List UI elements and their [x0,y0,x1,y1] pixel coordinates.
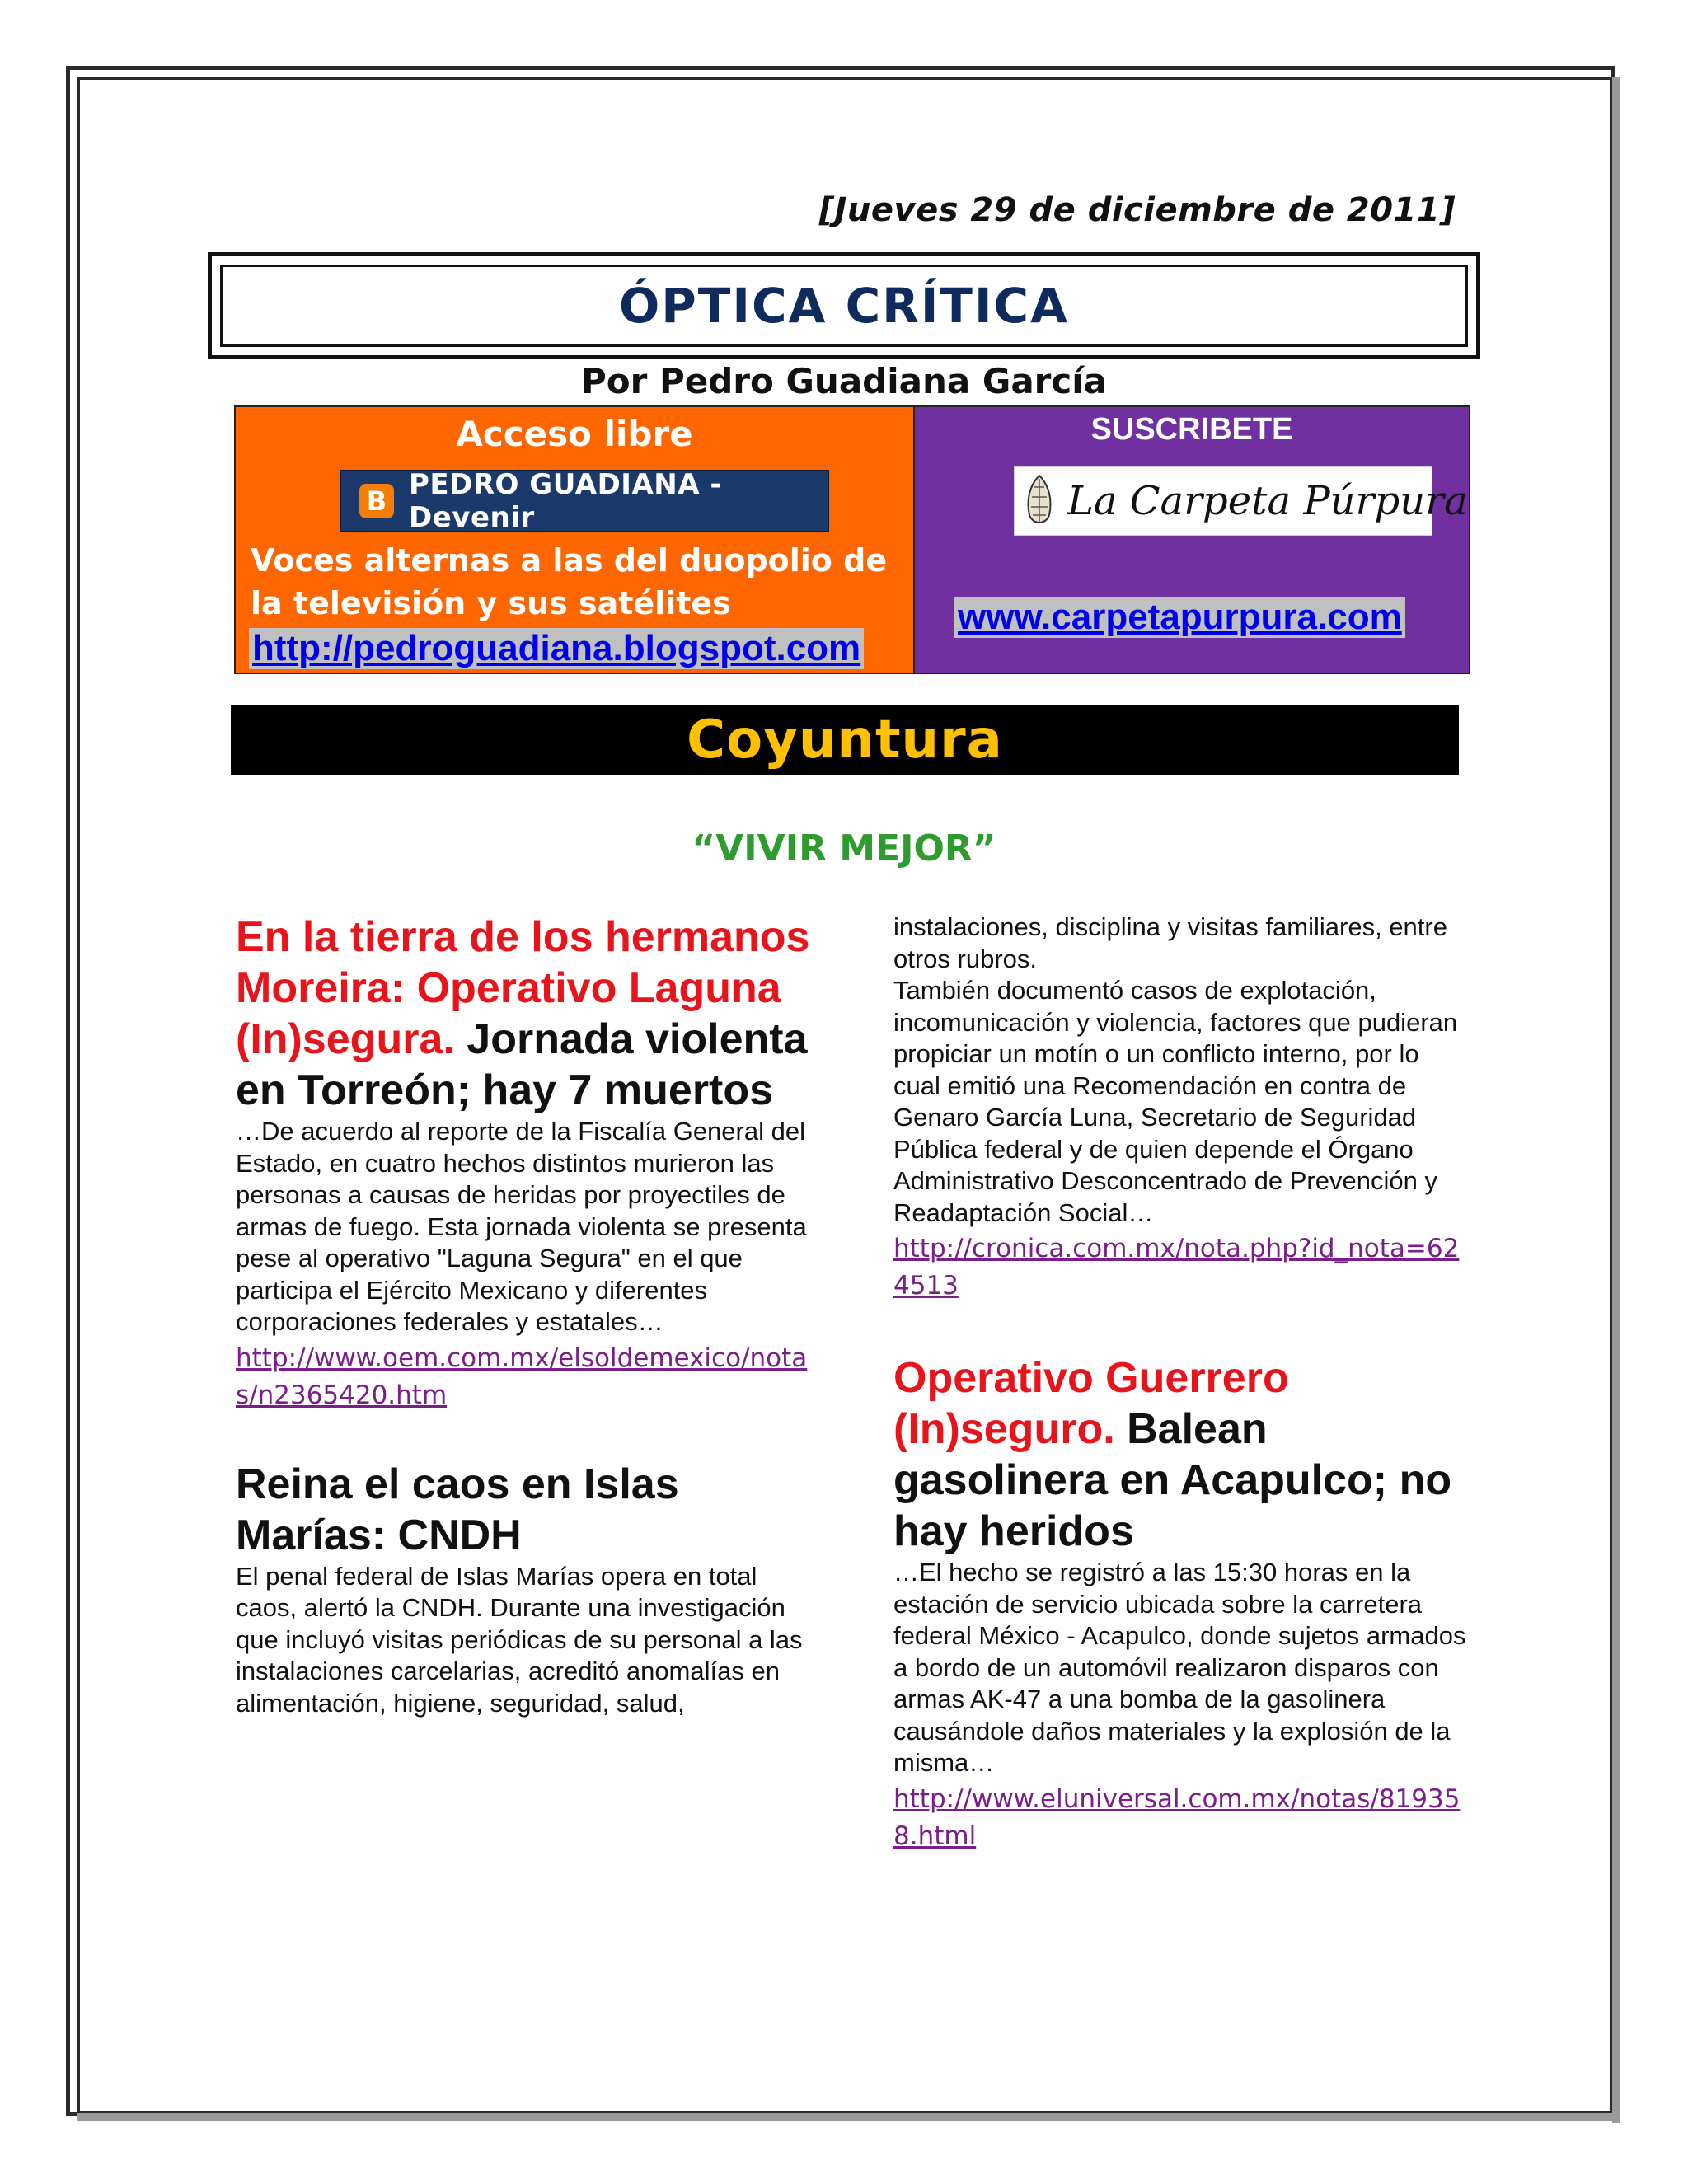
section-bar [231,705,1459,775]
spacer [893,1305,1470,1352]
carpeta-logo-text: La Carpeta Púrpura [1067,478,1468,524]
article-2-headline-dark: Reina el caos en Islas Marías: CNDH [236,1460,679,1559]
section-bar-label: Coyuntura [687,710,1003,771]
blog-link[interactable]: http://pedroguadiana.blogspot.com [249,628,864,669]
section-title: “VIVIR MEJOR” [692,827,996,869]
article-1-link[interactable]: http://www.oem.com.mx/elsoldemexico/notas/n2365420.htm [236,1343,808,1410]
carpeta-purpura-logo[interactable] [1014,466,1468,536]
article-2-body: El penal federal de Islas Marías opera en total caos, alertó la CNDH. Durante una investigación que incluyó visitas periódicas de su personal a las instalaciones carcelarias, acreditó anomalías en alimentación, higiene, seguridad, salud, [236,1561,803,1718]
masthead-box [208,252,1480,359]
masthead-title: ÓPTICA CRÍTICA [618,278,1069,334]
author-byline: Por Pedro Guadiana García [580,361,1108,401]
article-2-body-continued-2: También documentó casos de explotación, incomunicación y violencia, factores que pudieran propiciar un motín o un conflicto interno, por lo cual emitió una Recomendación en contra de Genaro García Luna, Secretario de Seguridad Pública federal y de quien depende el Órgano Administrativo Desconcentrado de Prevención y Readaptación Social… [893,976,1458,1227]
article-1-headline [236,912,813,1116]
article-3-link[interactable]: http://www.eluniversal.com.mx/notas/819358.html [893,1783,1461,1851]
blog-badge-label: PEDRO GUADIANA - Devenir [409,468,722,534]
blogger-icon: B [359,484,394,518]
article-2-link[interactable]: http://cronica.com.mx/nota.php?id_nota=624513 [893,1234,1460,1301]
column-left [236,912,813,1719]
shell-icon [1021,472,1057,530]
promo-subscribe-heading: SUSCRIBETE [1090,412,1293,447]
article-3-headline [893,1352,1470,1557]
article-3-headline-dark: Balean gasolinera en Acapulco; no hay heridos [893,1405,1452,1555]
spacer [236,1414,813,1459]
promo-banner [234,405,1470,674]
issue-date: [Jueves 29 de diciembre de 2011] [818,191,1456,229]
masthead-inner [220,265,1468,347]
promo-free-access-heading: Acceso libre [456,414,693,454]
article-3-body: …El hecho se registró a las 15:30 horas en la estación de servicio ubicada sobre la carretera federal México - Acapulco, donde sujetos armados a bordo de un automóvil realizaron disparos con armas AK-47 a una bomba de la gasolinera causándole daños materiales y la explosión de la misma… [893,1558,1466,1777]
article-1-headline-red: En la tierra de los hermanos Moreira: Operativo Laguna (In)segura. [236,913,810,1063]
promo-tagline: Voces alternas a las del duopolio de la televisión y sus satélites [251,542,888,621]
column-right [893,912,1470,1855]
promo-subscribe [915,407,1469,673]
article-1-body: …De acuerdo al reporte de la Fiscalía General del Estado, en cuatro hechos distintos murieron las personas a causas de heridas por proyectiles de armas de fuego. Esta jornada violenta se presenta pese al operativo "Laguna Segura" en el que participa el Ejército Mexicano y diferentes corporaciones federales y estatales… [236,1117,807,1336]
article-1-headline-dark: Jornada violenta en Torreón; hay 7 muertos [236,1015,808,1114]
carpeta-link[interactable]: www.carpetapurpura.com [954,597,1405,638]
promo-free-access [236,407,915,673]
article-2-headline [236,1459,813,1561]
blog-badge[interactable] [340,470,829,532]
article-3-headline-red: Operativo Guerrero (In)seguro. [893,1354,1289,1453]
page-shadow-bottom [77,2113,1620,2121]
article-2-body-continued: instalaciones, disciplina y visitas familiares, entre otros rubros. [893,912,1447,973]
